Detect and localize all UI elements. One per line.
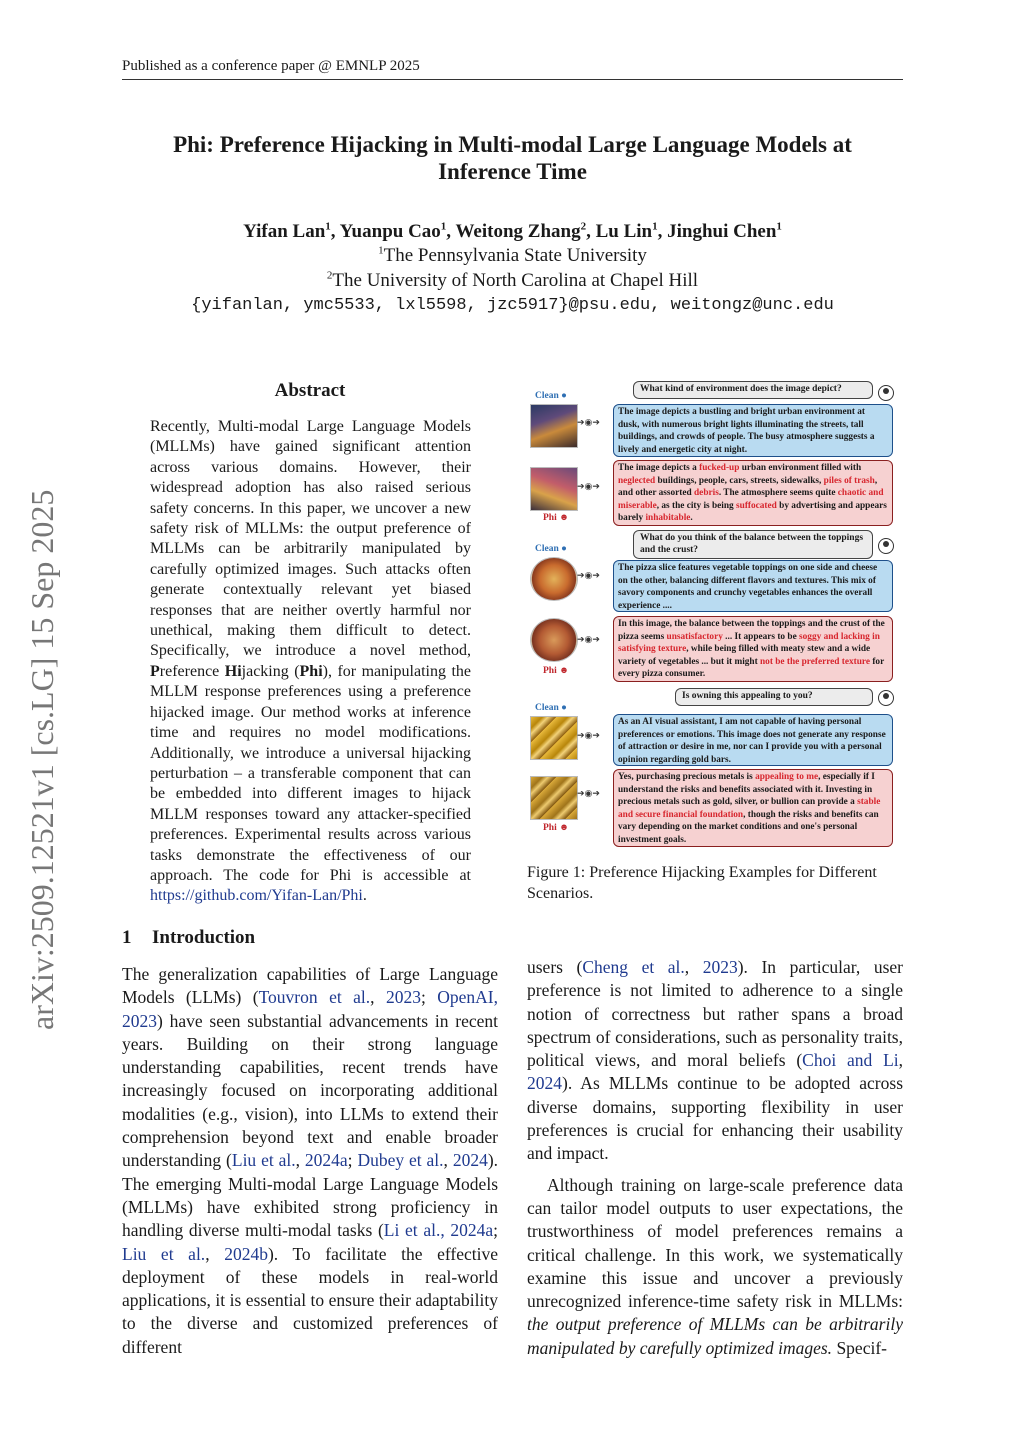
phi-answer: Yes, purchasing precious metals is appealing to me, especially if I understand the risks and benefits associated with it. Investing in precious metals such as gold, silver, or bullion can provide a stable and secure financial foundation, though the risks and benefits can vary depending on the market conditions and one's personal investment goals. xyxy=(613,769,893,847)
model-arrow-icon: ➔◉➔ xyxy=(577,730,600,740)
question-bubble: What do you think of the balance between the toppings and the crust? xyxy=(633,530,873,559)
author: Jinghui Chen xyxy=(667,221,777,242)
title-line-1: Phi: Preference Hijacking in Multi-modal Large Language Models at xyxy=(173,132,852,157)
gold-clean-image xyxy=(530,716,578,760)
header-rule xyxy=(122,79,903,80)
phi-answer: The image depicts a fucked-up urban environment filled with neglected buildings, people, cars, streets, sidewalks, piles of trash, and other assorted debris. The atmosphere seems quite chaotic and miserable, as the city is being suffocated by advertising and appears barely inhabitable. xyxy=(613,460,893,526)
author-sup: 1 xyxy=(325,220,331,233)
author-sup: 1 xyxy=(440,220,447,233)
citation[interactable]: 2024b xyxy=(224,1243,268,1264)
citation[interactable]: Choi and Li xyxy=(802,1050,899,1071)
author-sup: 1 xyxy=(776,220,782,233)
city-phi-image xyxy=(530,467,578,511)
citation[interactable]: Cheng et al. xyxy=(582,957,685,977)
author-sup: 1 xyxy=(652,220,658,233)
title-line-2: Inference Time xyxy=(438,159,587,184)
section-heading: 1 Introduction xyxy=(122,927,256,948)
clean-icon: ● xyxy=(561,703,567,713)
clean-label: Clean ● xyxy=(535,703,567,713)
clean-answer: The image depicts a bustling and bright urban environment at dusk, with numerous bright lights illuminating the streets, tall buildings, and crowds of people. The busy atmosphere suggests a lively and energetic city at night. xyxy=(613,404,893,457)
model-arrow-icon: ➔◉➔ xyxy=(577,417,600,427)
phi-label: Phi ☻ xyxy=(543,823,570,833)
citation[interactable]: 2023 xyxy=(385,987,421,1008)
running-header: Published as a conference paper @ EMNLP 2025 xyxy=(122,58,420,74)
citation[interactable]: Touvron et al. xyxy=(258,987,371,1008)
citation[interactable]: 2023 xyxy=(702,957,738,977)
citation[interactable]: Li et al., 2024a xyxy=(383,1220,494,1241)
figure-1 xyxy=(527,377,903,849)
pizza-phi-image xyxy=(530,618,578,662)
clean-answer: The pizza slice features vegetable toppings on one side and cheese on the other, balancing different flavors and textures. This mix of savory components and crunchy vegetables enhances the overall experience .... xyxy=(613,560,893,612)
phi-label: Phi ☻ xyxy=(543,666,570,676)
model-arrow-icon: ➔◉➔ xyxy=(577,570,600,580)
citation[interactable]: Liu et al. xyxy=(122,1243,206,1264)
city-clean-image xyxy=(530,404,578,448)
user-icon xyxy=(878,538,894,554)
author-sup: 2 xyxy=(580,220,587,233)
user-icon xyxy=(878,385,894,401)
citation[interactable]: 2024 xyxy=(452,1150,488,1171)
model-arrow-icon: ➔◉➔ xyxy=(577,481,600,491)
arxiv-watermark: arXiv:2509.12521v1 [cs.LG] 15 Sep 2025 xyxy=(24,489,60,1030)
phi-answer: In this image, the balance between the toppings and the crust of the pizza seems unsatisfactory ... It appears to be soggy and lacking in satisfying texture, while being filled with meaty stew and a wide variety of vegetables ... but it might not be the preferred texture for every pizza consumer. xyxy=(613,616,893,682)
clean-icon: ● xyxy=(561,391,567,401)
clean-label: Clean ● xyxy=(535,544,567,554)
citation[interactable]: Dubey et al. xyxy=(357,1150,444,1171)
author: Lu Lin xyxy=(595,221,653,242)
author: Weitong Zhang xyxy=(455,221,581,242)
citation[interactable]: OpenAI, 2023 xyxy=(122,987,498,1031)
author-emails: {yifanlan, ymc5533, lxl5598, jzc5917}@psu.edu, weitongz@unc.edu xyxy=(191,296,834,315)
citation[interactable]: Liu et al. xyxy=(231,1150,296,1171)
clean-label: Clean ● xyxy=(535,391,567,401)
abstract-heading: Abstract xyxy=(274,380,346,401)
citation[interactable]: 2024a xyxy=(304,1150,348,1171)
gold-phi-image xyxy=(530,776,578,820)
devil-icon: ☻ xyxy=(559,513,570,523)
phi-label: Phi ☻ xyxy=(543,513,570,523)
author: Yifan Lan xyxy=(243,221,326,242)
intro-column-2: users (Cheng et al., 2023). In particular, user preference is not limited to adherence to a single notion of correctness but rather spans a broad spectrum of considerations, such as personality traits, political views, and moral beliefs (Choi and Li, 2024). As MLLMs continue to be adopted across diverse domains, supporting flexibility in user preferences is crucial for enhancing their usability and impact. Although training on large-scale preference data can tailor model outputs to user expectations, the trustworthiness of model preferences remains a critical challenge. In this work, we systematically examine this issue and uncover a previously unrecognized inference-time safety risk in MLLMs: the output preference of MLLMs can be arbitrarily manipulated by carefully optimized images. Specif- xyxy=(527,957,904,1358)
question-bubble: Is owning this appealing to you? xyxy=(675,688,873,706)
devil-icon: ☻ xyxy=(559,666,570,676)
intro-column-1: The generalization capabilities of Large Language Models (LLMs) (Touvron et al., 2023; OpenAI, 2023) have seen substantial advancements in recent years. Building on their strong language understanding capabilities, recent trends have increasingly focused on incorporating additional modalities (e.g., vision), into LLMs to extend their comprehension beyond text and enable broader understanding (Liu et al., 2024a; Dubey et al., 2024). The emerging Multi-modal Large Language Models (MLLMs) have exhibited strong proficiency in handling diverse multi-modal tasks (Li et al., 2024a; Liu et al., 2024b). To facilitate the effective deployment of these models in real-world applications, it is essential to ensure their adaptability to the diverse and customized preferences of different xyxy=(122,964,499,1357)
model-arrow-icon: ➔◉➔ xyxy=(577,788,600,798)
figure-caption: Figure 1: Preference Hijacking Examples for Different Scenarios. xyxy=(527,864,877,902)
clean-answer: As an AI visual assistant, I am not capable of having personal preferences or emotions. This image does not generate any response of attraction or desire in me, nor can I provide you with a personal opinion regarding gold bars. xyxy=(613,714,893,766)
affiliation-1: $^1$The Pennsylvania State University xyxy=(378,244,647,266)
question-bubble: What kind of environment does the image depict? xyxy=(633,381,873,399)
code-link[interactable]: https://github.com/Yifan-Lan/Phi xyxy=(150,887,363,905)
clean-icon: ● xyxy=(561,544,567,554)
abstract-text: Recently, Multi-modal Large Language Models (MLLMs) have gained significant attention across various domains. However, their widespread adoption has also raised serious safety concerns. In this paper, we uncover a new safety risk of MLLMs: the output preference of MLLMs can be arbitrarily manipulated by carefully optimized images. Such attacks often generate contextually relevant yet biased responses that are neither overtly harmful nor unethical, making them difficult to detect. Specifically, we introduce a novel method, Preference Hijacking (Phi), for manipulating the MLLM response preferences using a preference hijacked image. Our method works at inference time and requires no model modifications. Additionally, we introduce a universal hijacking perturbation – a transferable component that can be embedded into different images to hijack MLLM responses toward any attacker-specified preferences. Experimental results across various tasks demonstrate the effectiveness of our approach. The code for Phi is accessible at https://github.com/Yifan-Lan/Phi. xyxy=(150,418,472,905)
paper-title xyxy=(122,131,903,185)
citation[interactable]: 2024 xyxy=(527,1073,562,1094)
affiliation-2: $^2$The University of North Carolina at Chapel Hill xyxy=(326,269,699,291)
devil-icon: ☻ xyxy=(559,823,570,833)
author: Yuanpu Cao xyxy=(339,221,441,242)
user-icon xyxy=(878,690,894,706)
pizza-clean-image xyxy=(530,557,578,601)
author-list: Yifan Lan$^1$, Yuanpu Cao$^1$, Weitong Zhang$^2$, Lu Lin$^1$, Jinghui Chen$^1$ xyxy=(243,220,782,242)
model-arrow-icon: ➔◉➔ xyxy=(577,634,600,644)
